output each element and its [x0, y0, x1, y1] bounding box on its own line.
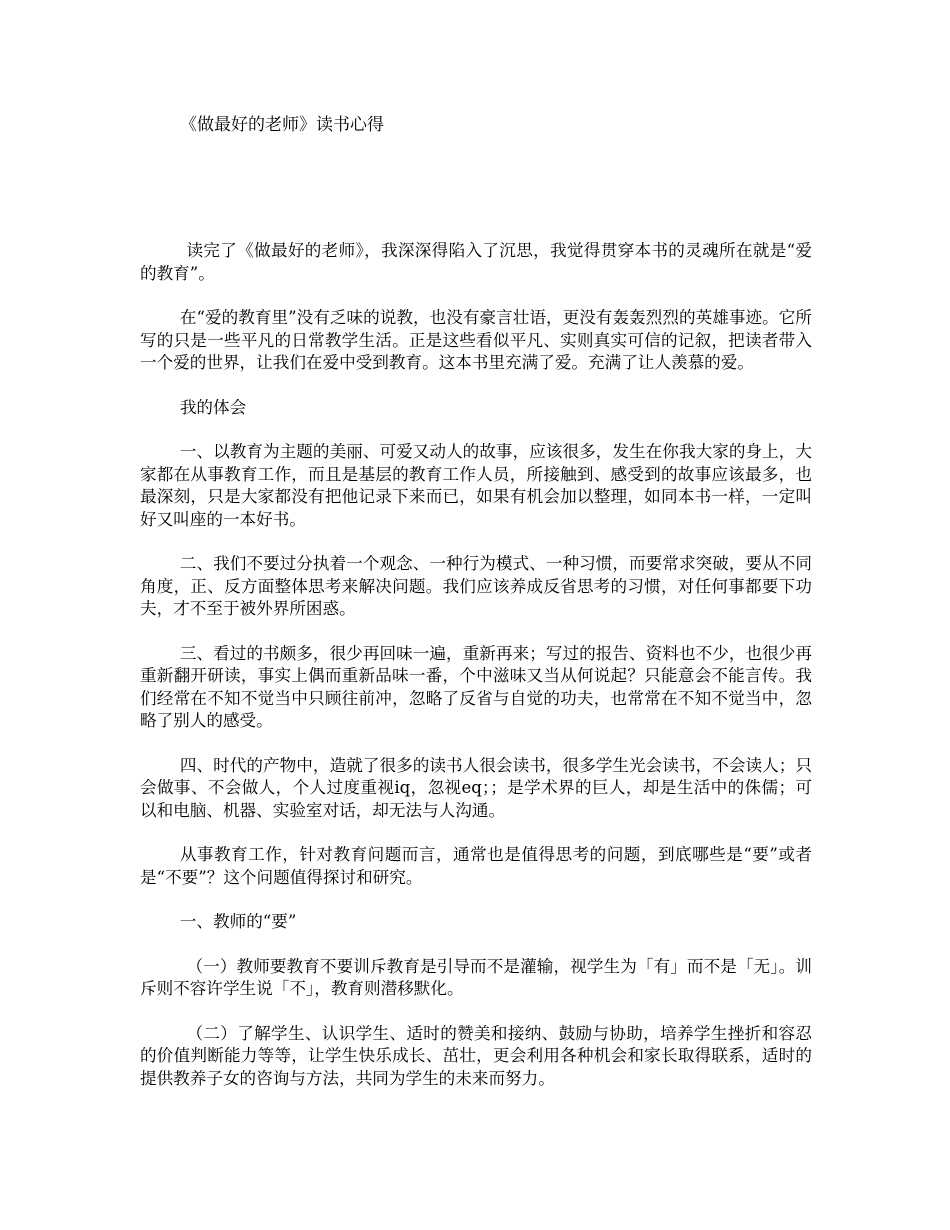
- section-heading-teacher-should: 一、教师的“要”: [179, 912, 297, 931]
- paragraph-subpoint-2: （二）了解学生、认识学生、适时的赞美和接纳、鼓励与协助，培养学生挫折和容忍的价值判断能力等等，让学生快乐成长、茁壮，更会利用各种机会和家长取得联系，适时的提供教养子女的咨询与方法，共同为学生的未来而努力。: [140, 1023, 812, 1088]
- paragraph-love-education: 在“爱的教育里”没有乏味的说教，也没有豪言壮语，更没有轰轰烈烈的英雄事迹。它所写的只是一些平凡的日常教学生活。正是这些看似平凡、实则真实可信的记叙，把读者带入一个爱的世界，让我们在爱中受到教育。这本书里充满了爱。充满了让人羡慕的爱。: [140, 308, 812, 372]
- paragraph-subpoint-1: （一）教师要教育不要训斥教育是引导而不是灌输，视学生为「有」而不是「无」。训斥则不容许学生说「不」，教育则潜移默化。: [140, 956, 812, 998]
- paragraph-intro: 读完了《做最好的老师》，我深深得陷入了沉思，我觉得贯穿本书的灵魂所在就是“爱的教育”。: [140, 241, 812, 283]
- paragraph-point-3: 三、看过的书颇多，很少再回味一遍，重新再来；写过的报告、资料也不少，也很少再重新翻开研读，事实上偶而重新品味一番，个中滋味又当从何说起？只能意会不能言传。我们经常在不知不觉当中只顾往前冲，忽略了反省与自觉的功夫，也常常在不知不觉当中，忽略了别人的感受。: [140, 643, 812, 730]
- document-body: [140, 240, 812, 1112]
- section-heading-reflection: 我的体会: [179, 397, 247, 417]
- paragraph-point-2: 二、我们不要过分执着一个观念、一种行为模式、一种习惯，而要常求突破，要从不同角度，正、反方面整体思考来解决问题。我们应该养成反省思考的习惯，对任何事都要下功夫，才不至于被外界所困惑。: [140, 554, 812, 618]
- paragraph-point-4: 四、时代的产物中，造就了很多的读书人很会读书，很多学生光会读书，不会读人；只会做事、不会做人，个人过度重视iq，忽视eq；；是学术界的巨人，却是生活中的侏儒；可以和电脑、机器、实验室对话，却无法与人沟通。: [140, 755, 812, 820]
- document-title: 《做最好的老师》读书心得: [180, 115, 384, 135]
- paragraph-teaching-question: 从事教育工作，针对教育问题而言，通常也是值得思考的问题，到底哪些是“要”或者是“不要”？这个问题值得探讨和研究。: [140, 845, 812, 887]
- paragraph-point-1: 一、以教育为主题的美丽、可爱又动人的故事，应该很多，发生在你我大家的身上，大家都在从事教育工作，而且是基层的教育工作人员，所接触到、感受到的故事应该最多，也最深刻，只是大家都没有把他记录下来而已，如果有机会加以整理，如同本书一样，一定叫好又叫座的一本好书。: [140, 442, 812, 529]
